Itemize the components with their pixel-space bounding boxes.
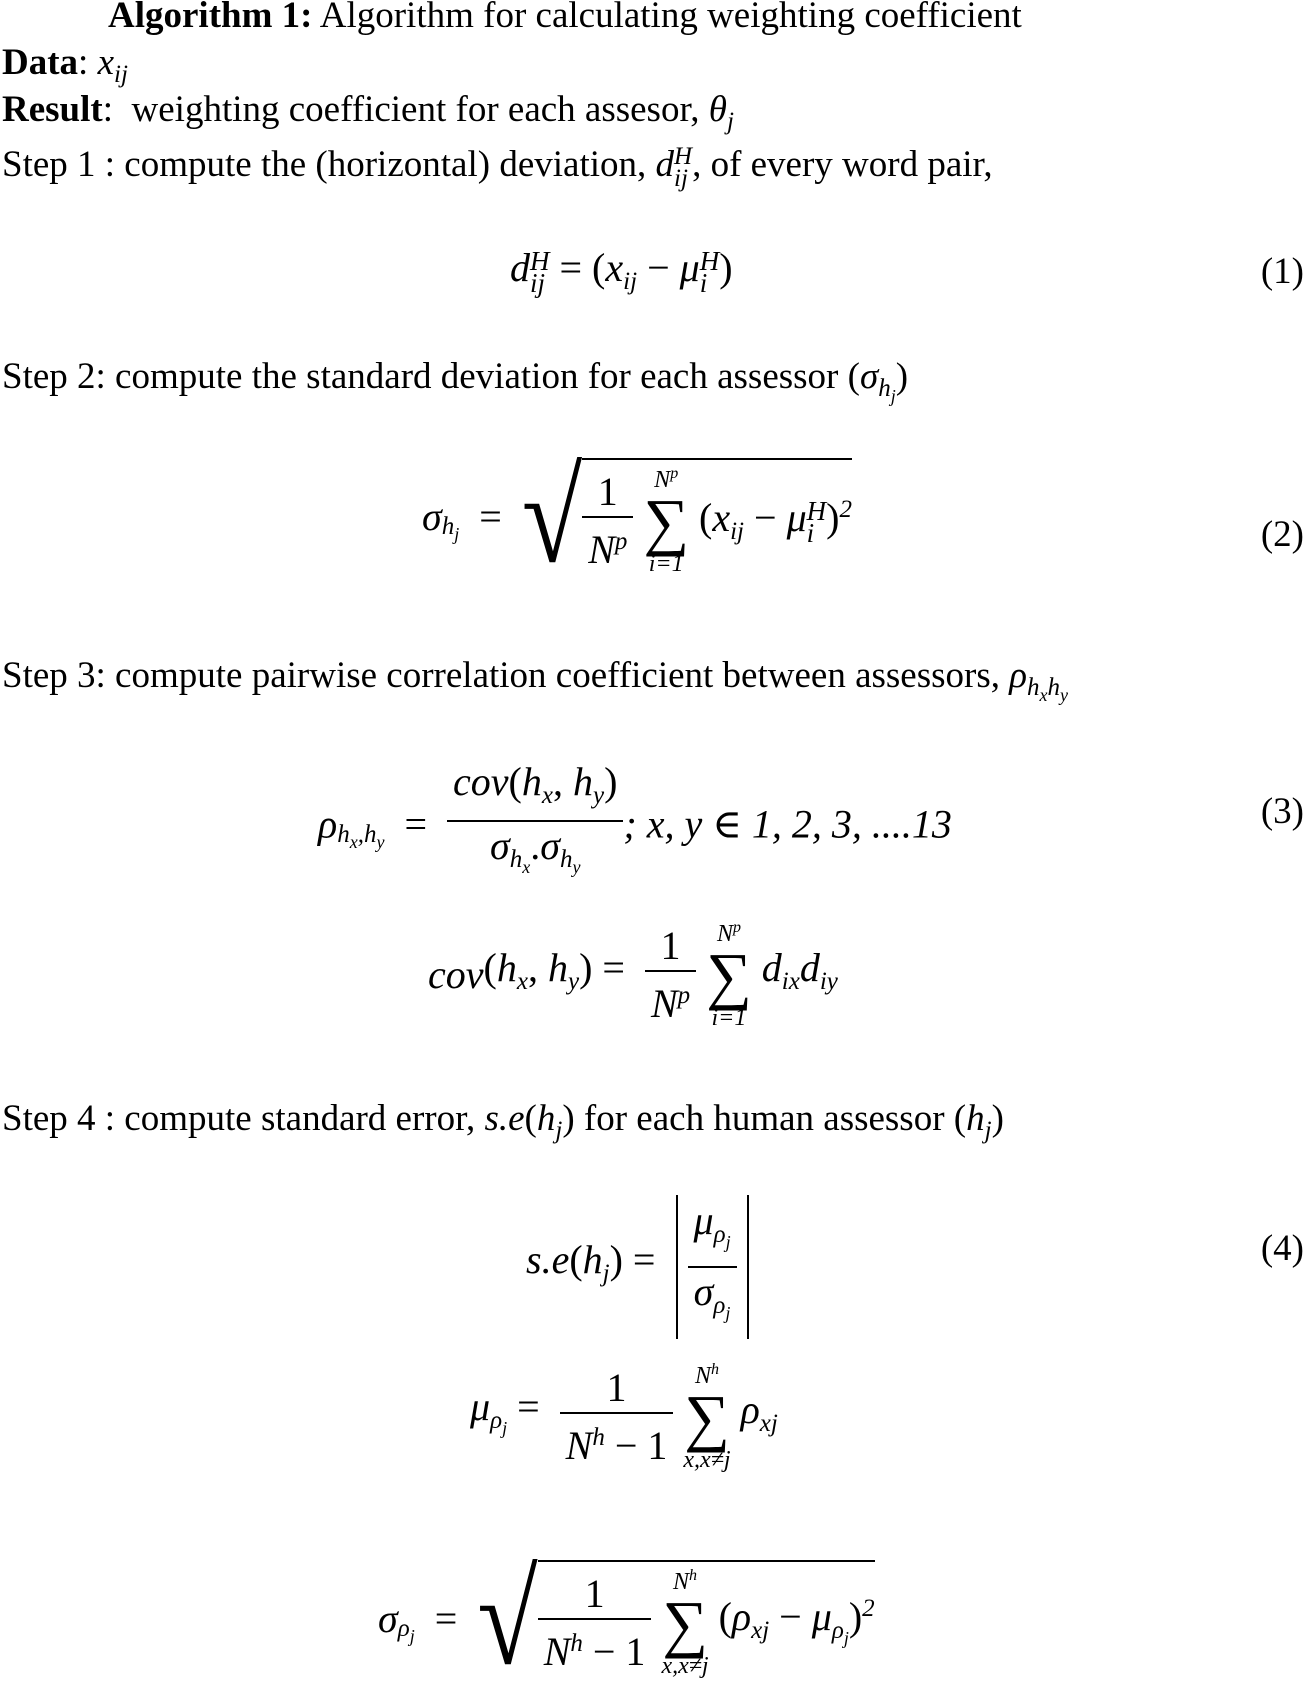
data-label: Data <box>2 42 79 83</box>
algorithm-title <box>108 0 1022 38</box>
equation-number-4: (4) <box>1260 1228 1304 1269</box>
step-2-text: Step 2: compute the standard deviation for each assessor ( <box>2 356 860 397</box>
algorithm-title-text: Algorithm for calculating weighting coefficient <box>319 0 1022 36</box>
sigma-rho-equation: $\sigma_{\rho_j}$ = √ $\frac{1}{N^h - 1}$ $N^h$ ∑ x,x≠j $(\rho_{xj} - \mu_{\rho_j})^2$ <box>378 1545 875 1693</box>
sqrt-radical: √ $\frac{1}{N^p}$ $N^p$ ∑ i=1 ($x_{ij} - \mu$ H i )$^2$ <box>521 443 852 591</box>
step-4-mid: for each human assessor ( <box>583 1098 967 1139</box>
step-2: Step 2: compute the standard deviation for each assessor $(\sigma_{h_j})$ <box>2 356 909 406</box>
result-symbol: θ <box>708 89 727 130</box>
step-3: Step 3: compute pairwise correlation coefficient between assessors, $\rho_{h_xh_y}$ <box>2 655 1069 705</box>
result-line: Result: weighting coefficient for each assesor, $\theta_j$ <box>2 89 734 135</box>
result-label: Result <box>2 89 103 130</box>
equation-3: $\rho_{h_x,h_y}$ = $\frac{cov(h_x, h_y)}{\sigma_{h_x}.\sigma_{h_y}}$ ; x, y ∈ 1, 2, 3, ....13 <box>318 758 952 891</box>
result-text: weighting coefficient for each assesor, <box>131 89 700 130</box>
data-line: Data: $x_{ij}$ <box>2 42 128 88</box>
step-1-tail: , of every word pair, <box>692 144 993 185</box>
eq3-range: ; x, y ∈ 1, 2, 3, ....13 <box>623 801 952 847</box>
sqrt-radical-2: √ $\frac{1}{N^h - 1}$ $N^h$ ∑ x,x≠j $(\rho_{xj} - \mu_{\rho_j})^2$ <box>477 1545 875 1693</box>
step-1-text: Step 1 : compute the (horizontal) deviation, <box>2 144 647 185</box>
equation-number-1: (1) <box>1260 251 1304 292</box>
algorithm-label: Algorithm 1: <box>108 0 313 36</box>
equation-number-2: (2) <box>1260 514 1304 555</box>
equation-2: $\sigma_{h_j}$ = √ $\frac{1}{N^p}$ $N^p$ ∑ i=1 ($x_{ij} - \mu$ H i )$^2$ <box>422 443 852 591</box>
step-4-text: Step 4 : compute standard error, <box>2 1098 476 1139</box>
equation-number-3: (3) <box>1260 791 1304 832</box>
equation-4: $s.e(h_j)$ = $\frac{\mu_{\rho_j}}{\sigma_{\rho_j}}$ <box>526 1195 749 1339</box>
data-value: x <box>97 42 115 83</box>
mean-rho-equation: $\mu_{\rho_j}$ = $\frac{1}{N^h - 1}$ $N^h$ ∑ x,x≠j $\rho_{xj}$ <box>470 1361 778 1473</box>
step-3-text: Step 3: compute pairwise correlation coefficient between assessors, <box>2 655 1000 696</box>
equation-1: d H ij = ($x_{ij} - \mu$ H i ) <box>510 245 733 298</box>
step-1: Step 1 : compute the (horizontal) deviation, d H ij , of every word pair, <box>2 142 993 192</box>
step-4: Step 4 : compute standard error, $s.e(h_j)$ for each human assessor $(h_j)$ <box>2 1098 1004 1144</box>
covariance-equation: $cov(h_x$, $h_y$) = $\frac{1}{N^p}$ $N^p$ ∑ i=1 $d_{ix}d_{iy}$ <box>428 919 838 1031</box>
